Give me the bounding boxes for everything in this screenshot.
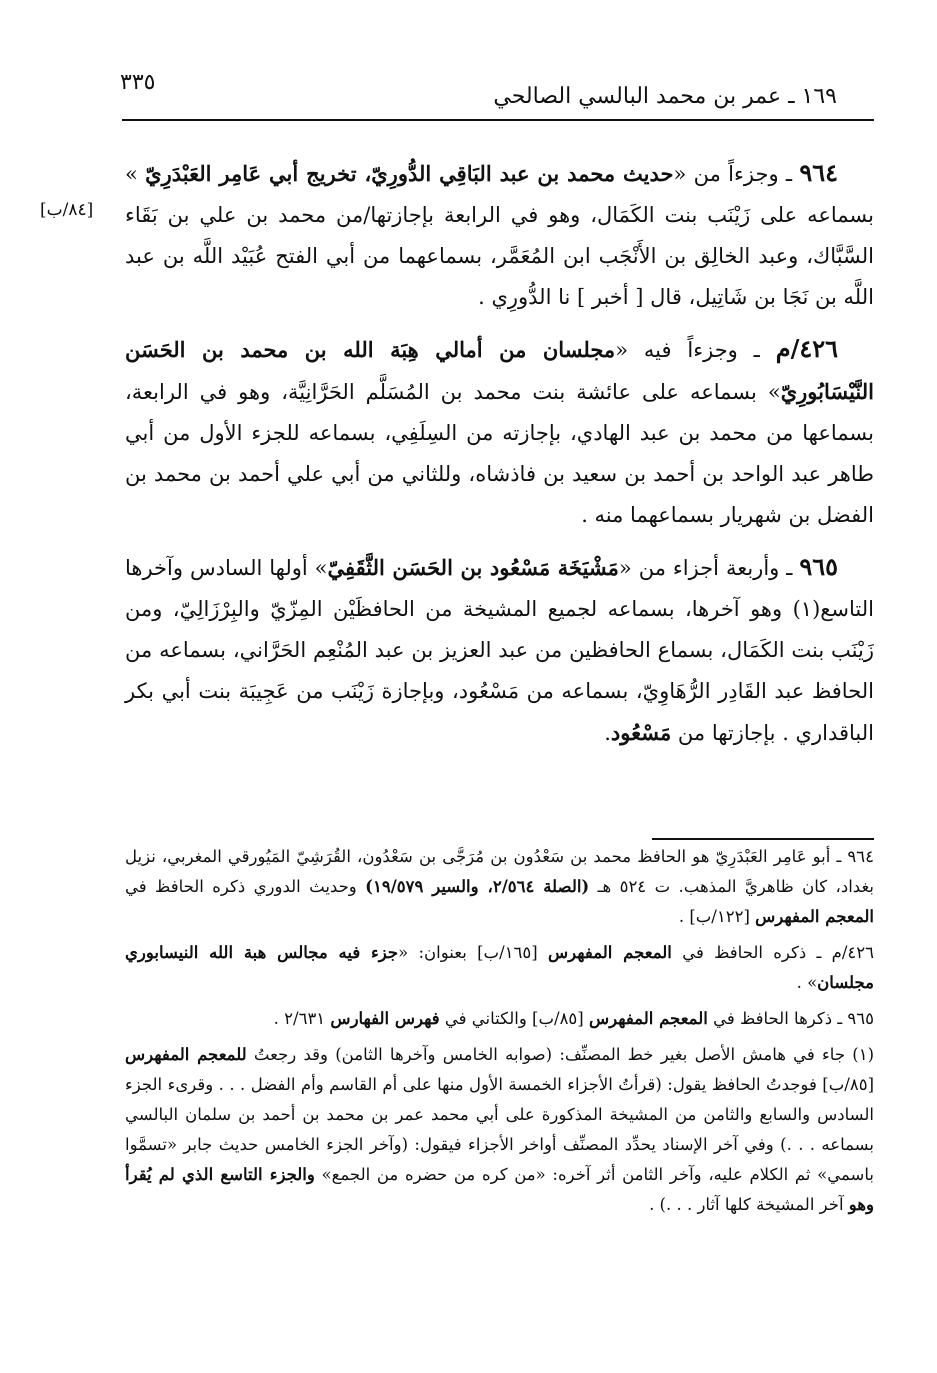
footnote-emphasis: للمعجم المفهرس xyxy=(125,1045,247,1064)
entry-text: ـ وجزءاً من « xyxy=(673,162,800,186)
footnote-text: ٩٦٤ ـ أبو عَامِر العَبْدَرِيّ هو الحافظ محمد بن سَعْدُون بن مُرَجَّى بن سَعْدُون، القُرَشِيّ المَيُورقي المغربي، نزيل بغداد، كان ظاهريَّ المذهب. ت ٥٢٤ هـ xyxy=(125,847,874,896)
footnote-text: وحديث الدوري ذكره الحافظ في xyxy=(125,877,366,896)
footnote-426m xyxy=(125,938,874,998)
entry-text: . xyxy=(604,721,611,745)
footnote-965 xyxy=(125,1004,874,1034)
footnote-text: [١٢٢/ب] . xyxy=(678,907,756,926)
entry-text: ـ وجزءاً فيه « xyxy=(615,338,776,362)
entry-title: مجلسان من أمالي هِبَة الله بن محمد بن الحَسَن النَّيْسَابُورِيّ xyxy=(125,337,874,404)
page-header xyxy=(120,70,837,122)
footnote-text: آخر المشيخة كلها آثار . . .) . xyxy=(649,1195,849,1214)
entry-title: مَشْيَخَة مَسْعُود بن الحَسَن الثَّقَفِيّ xyxy=(327,555,619,580)
entry-text: » أولها السادس وآخرها التاسع(١) وهو آخرها، بسماعه لجميع المشيخة من الحافظَيْن المِزّيّ والبِرْزَالِيّ، ومن زَيْنَب بنت الكَمَال، بسماع الحافظين من عبد العزيز بن عبد المُنْعِم الحَرَّاني، بسماعه من الحافظ عبد القَادِر الرُّهَاوِيّ، بسماعه من مَسْعُود، وبإجازة زَيْنَب من عَجِيبَة بنت أبي بكر الباقداري . بإجازتها من xyxy=(125,556,874,745)
footnote-text: » . xyxy=(796,973,818,992)
margin-folio-note: [٨٤/ب] xyxy=(40,200,94,220)
footnote-text: [٨٥/ب] فوجدتُ الحافظ يقول: (قرأتُ الأجزاء الخمسة الأول منها على أم القاسم وأم الفضل . . . وقرىء الجزء السادس والسابع والثامن من المشيخة المذكورة على أبي محمد عمر بن محمد بن أحمد بن سلمان البالسي بسماعه . . .) وفي آخر الإسناد يحدِّد المصنِّف أواخر الأجزاء فيقول: (وآخر الجزء الخامس حديث جابر «تسمَّوا باسمي» ثم الكلام عليه، وآخر الثامن أثر آخره: «من كره من حضره من الجمع» xyxy=(125,1075,874,1184)
footnote-emphasis: المعجم المفهرس xyxy=(588,1009,708,1028)
footnote-text: [١٦٥/ب] بعنوان: « xyxy=(398,943,548,962)
entry-965 xyxy=(125,546,874,754)
header-rule xyxy=(122,119,874,121)
footnote-emphasis: فهرس الفهارس xyxy=(330,1009,440,1028)
footnote-text: (١) جاء في هامش الأصل بغير خط المصنِّف: (صوابه الخامس وآخرها الثامن) وقد رجعتُ xyxy=(246,1045,874,1064)
main-text xyxy=(125,152,874,764)
footnote-text: [٨٥/ب] والكتاني في xyxy=(439,1009,589,1028)
entry-number: ٤٢٦/م xyxy=(775,334,838,363)
footnotes xyxy=(125,842,874,1226)
entry-text: ـ وأربعة أجزاء من « xyxy=(618,556,800,580)
footnote-1 xyxy=(125,1040,874,1220)
entry-text: » بسماعه على عائشة بنت محمد بن المُسَلَّم الحَرَّانِيَّة، وهو في الرابعة، بسماعها من محمد بن عبد الهادي، بإجازته من السِلَفِي، بسماعه للجزء الأول من أبي طاهر عبد الواحد بن أحمد بن سعيد بن فاذشاه، وللثاني من أبي علي أحمد بن محمد بن الفضل بن شهريار بسماعهما منه . xyxy=(125,380,874,527)
footnote-emphasis: (الصلة ٢/٥٦٤، والسير ١٩/٥٧٩) xyxy=(365,877,590,896)
entry-964 xyxy=(125,152,874,318)
entry-title: حديث محمد بن عبد البَاقِي الدُّورِيّ، تخريج أبي عَامِر العَبْدَرِيّ xyxy=(145,161,674,186)
entry-text: » بسماعه على زَيْنَب بنت الكَمَال، وهو في الرابعة بإجازتها/من محمد بن علي بن بَقَاء السَّبَّاك، وعبد الخالِق بن الأَنْجَب ابن المُعَمَّر، بسماعهما من أبي الفتح عُبَيْد اللَّه بن عبد اللَّه بن نَجَا بن شَاتِيل، قال [ أخبر ] نا الدُّورِي . xyxy=(125,162,874,309)
entry-426m xyxy=(125,328,874,536)
footnote-text: ٤٢٦/م ـ ذكره الحافظ في xyxy=(671,943,875,962)
entry-number: ٩٦٥ xyxy=(799,552,838,581)
running-head: ١٦٩ ـ عمر بن محمد البالسي الصالحي xyxy=(493,84,837,109)
entry-number: ٩٦٤ xyxy=(799,158,838,187)
footnote-emphasis: جزء فيه مجالس هبة الله النيسابوري مجلسان xyxy=(125,943,874,992)
footnote-text: ٢/٦٣١ . xyxy=(273,1009,331,1028)
footnote-964 xyxy=(125,842,874,932)
entry-emphasis: مَسْعُود xyxy=(610,720,672,745)
footnote-rule xyxy=(652,838,874,840)
footnote-emphasis: المعجم المفهرس xyxy=(548,943,672,962)
footnote-text: ٩٦٥ ـ ذكرها الحافظ في xyxy=(707,1009,874,1028)
page-number: ٣٣٥ xyxy=(120,70,156,95)
footnote-emphasis: المعجم المفهرس xyxy=(755,907,874,926)
footnote-emphasis: والجزء التاسع الذي لم يُقرأ وهو xyxy=(125,1165,874,1214)
